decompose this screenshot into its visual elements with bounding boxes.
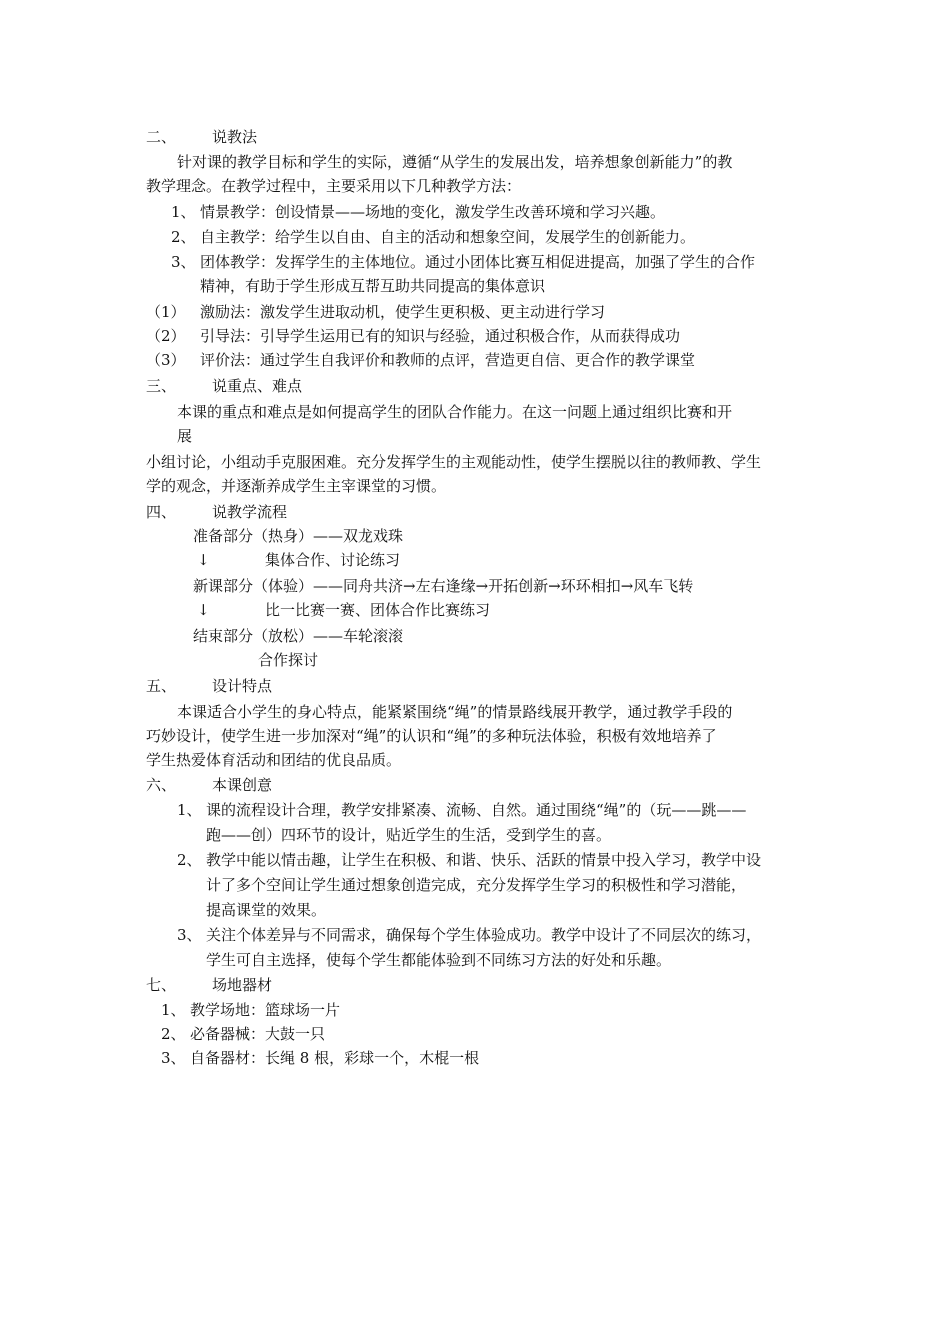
section-7-title: 场地器材 [212, 976, 273, 994]
list-item-number: 3、 [177, 926, 202, 944]
section-4-number: 四、 [146, 503, 177, 521]
list-item-number: 1、 [171, 203, 196, 221]
list-item-text: 教学中能以情击趣，让学生在积极、和谐、快乐、活跃的情景中投入学习，教学中设 [206, 851, 762, 869]
list-item-text: 课的流程设计合理，教学安排紧凑、流畅、自然。通过围绕“绳”的（玩——跳—— [206, 801, 747, 819]
list-item-number: 1、 [161, 1001, 186, 1019]
section-2-heading [146, 125, 176, 149]
paragraph-line: 巧妙设计，使学生进一步加深对“绳”的认识和“绳”的多种玩法体验，积极有效地培养了 [146, 727, 717, 745]
paragraph-line: 学生热爱体育活动和团结的优良品质。 [146, 751, 402, 769]
sub-item-number: （3） [146, 351, 186, 369]
list-item-text: 情景教学：创设情景——场地的变化，激发学生改善环境和学习兴趣。 [200, 203, 666, 221]
list-item-text: 自主教学：给学生以自由、自主的活动和想象空间，发展学生的创新能力。 [200, 228, 696, 246]
paragraph-line: 小组讨论，小组动手克服困难。充分发挥学生的主观能动性，使学生摆脱以往的教师教、学生 [146, 453, 762, 471]
list-item-number: 2、 [177, 851, 202, 869]
section-2-title: 说教法 [212, 128, 258, 146]
sub-item-number: （1） [146, 303, 186, 321]
down-arrow-icon: ↓ [197, 601, 210, 619]
list-item-text: 跑——创）四环节的设计，贴近学生的生活，受到学生的喜。 [206, 826, 612, 844]
section-7-number: 七、 [146, 976, 177, 994]
list-item-number: 2、 [171, 228, 196, 246]
sub-item-text: 激励法：激发学生进取动机，使学生更积极、更主动进行学习 [200, 303, 606, 321]
flow-note: 比一比赛一赛、团体合作比赛练习 [265, 601, 491, 619]
flow-step: 准备部分（热身）——双龙戏珠 [193, 527, 404, 545]
flow-note: 集体合作、讨论练习 [265, 551, 401, 569]
sub-item-text: 评价法：通过学生自我评价和教师的点评，营造更自信、更合作的教学课堂 [200, 351, 696, 369]
section-6-number: 六、 [146, 776, 177, 794]
list-item-text-cont: 精神，有助于学生形成互帮互助共同提高的集体意识 [200, 277, 546, 295]
paragraph-line: 展 [177, 427, 193, 445]
list-item-text: 教学场地：篮球场一片 [190, 1001, 341, 1019]
paragraph-line: 针对课的教学目标和学生的实际，遵循“从学生的发展出发，培养想象创新能力”的教 [177, 153, 733, 171]
sub-item-number: （2） [146, 327, 186, 345]
paragraph-line: 本课适合小学生的身心特点，能紧紧围绕“绳”的情景路线展开教学，通过教学手段的 [177, 703, 733, 721]
list-item-text: 必备器械：大鼓一只 [190, 1025, 326, 1043]
list-item-text: 学生可自主选择，使每个学生都能体验到不同练习方法的好处和乐趣。 [206, 951, 672, 969]
down-arrow-icon: ↓ [197, 551, 210, 569]
paragraph-line: 教学理念。在教学过程中，主要采用以下几种教学方法： [146, 177, 522, 195]
section-3-number: 三、 [146, 377, 177, 395]
list-item-text: 计了多个空间让学生通过想象创造完成，充分发挥学生学习的积极性和学习潜能， [206, 876, 747, 894]
paragraph-line: 学的观念，并逐渐养成学生主宰课堂的习惯。 [146, 477, 447, 495]
list-item-number: 3、 [161, 1049, 186, 1067]
sub-item-text: 引导法：引导学生运用已有的知识与经验，通过积极合作，从而获得成功 [200, 327, 681, 345]
flow-step: 结束部分（放松）——车轮滚滚 [193, 627, 404, 645]
section-4-title: 说教学流程 [212, 503, 288, 521]
list-item-number: 2、 [161, 1025, 186, 1043]
section-3-title: 说重点、难点 [212, 377, 303, 395]
section-number: 二、 [146, 128, 177, 146]
flow-step: 新课部分（体验）——同舟共济→左右逢缘→开拓创新→环环相扣→风车飞转 [193, 577, 694, 595]
list-item-text: 提高课堂的效果。 [206, 901, 327, 919]
section-5-title: 设计特点 [212, 677, 273, 695]
list-item-text: 关注个体差异与不同需求，确保每个学生体验成功。教学中设计了不同层次的练习， [206, 926, 762, 944]
list-item-text: 自备器材：长绳 8 根，彩球一个，木棍一根 [190, 1049, 480, 1067]
paragraph-line: 本课的重点和难点是如何提高学生的团队合作能力。在这一问题上通过组织比赛和开 [177, 403, 733, 421]
flow-note: 合作探讨 [258, 651, 319, 669]
list-item-text: 团体教学：发挥学生的主体地位。通过小团体比赛互相促进提高，加强了学生的合作 [200, 253, 756, 271]
section-6-title: 本课创意 [212, 776, 273, 794]
list-item-number: 3、 [171, 253, 196, 271]
section-5-number: 五、 [146, 677, 177, 695]
list-item-number: 1、 [177, 801, 202, 819]
